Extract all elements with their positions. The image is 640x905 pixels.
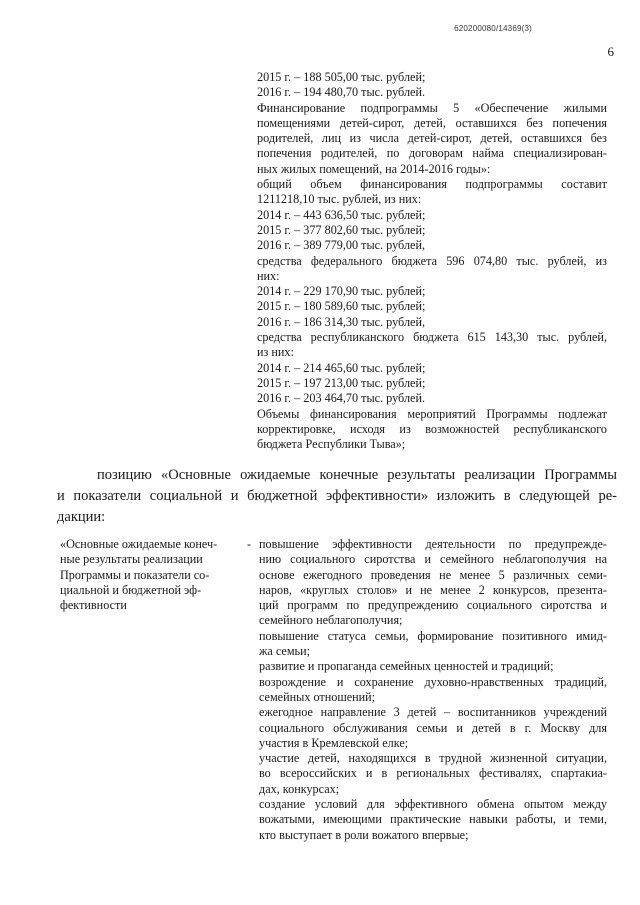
result-line: участие детей, находящихся в трудной жизненной ситуации, bbox=[259, 751, 607, 766]
text-line: средства республиканского бюджета 615 143,30 тыс. рублей, bbox=[257, 330, 607, 345]
text-line: 2015 г. – 180 589,60 тыс. рублей; bbox=[257, 299, 426, 314]
page-number: 6 bbox=[607, 44, 614, 59]
text-line: 2015 г. – 197 213,00 тыс. рублей; bbox=[257, 375, 426, 390]
text-line: родителей, лиц из числа детей-сирот, детей, оставшихся без bbox=[257, 131, 607, 146]
text-line: 2014 г. – 443 636,50 тыс. рублей; bbox=[257, 207, 426, 222]
result-line: повышение статуса семьи, формирование позитивного имид- bbox=[259, 628, 607, 643]
result-line: ций программ по предупреждению социального сиротства и bbox=[259, 598, 607, 613]
text-line: корректировке, исходя из возможностей республиканского bbox=[257, 421, 607, 436]
result-line: кто выступает в роли вожатого впервые; bbox=[259, 827, 469, 842]
text-line: 2014 г. – 214 465,60 тыс. рублей; bbox=[257, 360, 426, 375]
result-line: семейного неблагополучия; bbox=[259, 613, 403, 628]
text-line: ных жилых помещений, на 2014-2016 годы»: bbox=[257, 161, 491, 176]
table-left-cell bbox=[60, 537, 240, 613]
result-line: во всероссийских и в региональных фестивалях, спартакиа- bbox=[259, 766, 607, 781]
text-line: средства федерального бюджета 596 074,80 тыс. рублей, из bbox=[257, 253, 607, 268]
result-line: социального обслуживания семьи и детей в г. Москву для bbox=[259, 720, 607, 735]
text-line: из них: bbox=[257, 345, 294, 360]
text-line: бюджета Республики Тыва»; bbox=[257, 437, 406, 452]
text-line: 2016 г. – 194 480,70 тыс. рублей. bbox=[257, 85, 426, 100]
table-label-line: Программы и показатели со- bbox=[60, 567, 210, 582]
text-line: них: bbox=[257, 268, 280, 283]
paragraph-line: дакции: bbox=[57, 509, 106, 525]
table-dash: - bbox=[247, 537, 252, 551]
result-line: наров, «круглых столов» и не менее 2 конкурсов, презента- bbox=[259, 582, 607, 597]
result-line: ежегодное направление 3 детей – воспитанников учреждений bbox=[259, 705, 607, 720]
result-line: вожатыми, имеющими практические навыки работы, и теми, bbox=[259, 812, 607, 827]
financing-text-block bbox=[257, 70, 607, 452]
text-line: 2016 г. – 203 464,70 тыс. рублей. bbox=[257, 391, 426, 406]
table-right-cell bbox=[259, 537, 607, 843]
text-line: Объемы финансирования мероприятий Программы подлежат bbox=[257, 406, 607, 421]
result-line: нию социального сиротства и семейного неблагополучия на bbox=[259, 552, 607, 567]
text-line: 2016 г. – 389 779,00 тыс. рублей, bbox=[257, 238, 426, 253]
result-line: возрождение и сохранение духовно-нравственных традиций, bbox=[259, 674, 607, 689]
result-line: участия в Кремлевской елке; bbox=[259, 735, 409, 750]
paragraph-line: позицию «Основные ожидаемые конечные результаты реализации Программы bbox=[97, 467, 617, 483]
text-line: 2015 г. – 188 505,00 тыс. рублей; bbox=[257, 70, 426, 84]
result-line: основе ежегодного проведения не менее 5 различных семи- bbox=[259, 567, 607, 582]
text-line: 1211218,10 тыс. рублей, из них: bbox=[257, 192, 422, 207]
text-line: Финансирование подпрограммы 5 «Обеспечение жилыми bbox=[257, 100, 607, 115]
table-label-line: циальной и бюджетной эф- bbox=[60, 582, 202, 597]
intro-paragraph bbox=[57, 465, 617, 528]
table-label-line: фективности bbox=[60, 598, 127, 613]
text-line: общий объем финансирования подпрограммы составит bbox=[257, 177, 607, 192]
result-line: развитие и пропаганда семейных ценностей и традиций; bbox=[259, 659, 554, 674]
document-code: 620200080/14369(3) bbox=[454, 24, 532, 33]
text-line: 2014 г. – 229 170,90 тыс. рублей; bbox=[257, 284, 426, 299]
text-line: 2015 г. – 377 802,60 тыс. рублей; bbox=[257, 222, 426, 237]
text-line: 2016 г. – 186 314,30 тыс. рублей, bbox=[257, 314, 426, 329]
result-line: семейных отношений; bbox=[259, 689, 376, 704]
result-line: жа семьи; bbox=[259, 644, 311, 659]
result-line: создание условий для эффективного обмена опытом между bbox=[259, 797, 607, 812]
table-label-line: «Основные ожидаемые конеч- bbox=[60, 537, 218, 551]
paragraph-line: и показатели социальной и бюджетной эффективности» изложить в следующей ре- bbox=[57, 488, 617, 504]
result-line: дах, конкурсах; bbox=[259, 781, 340, 796]
text-line: попечения родителей, по договорам найма специализирован- bbox=[257, 146, 607, 161]
table-label-line: ные результаты реализации bbox=[60, 552, 203, 567]
text-line: помещениями детей-сирот, детей, оставшихся без попечения bbox=[257, 115, 607, 130]
result-line: повышение эффективности деятельности по предупрежде- bbox=[259, 537, 607, 551]
